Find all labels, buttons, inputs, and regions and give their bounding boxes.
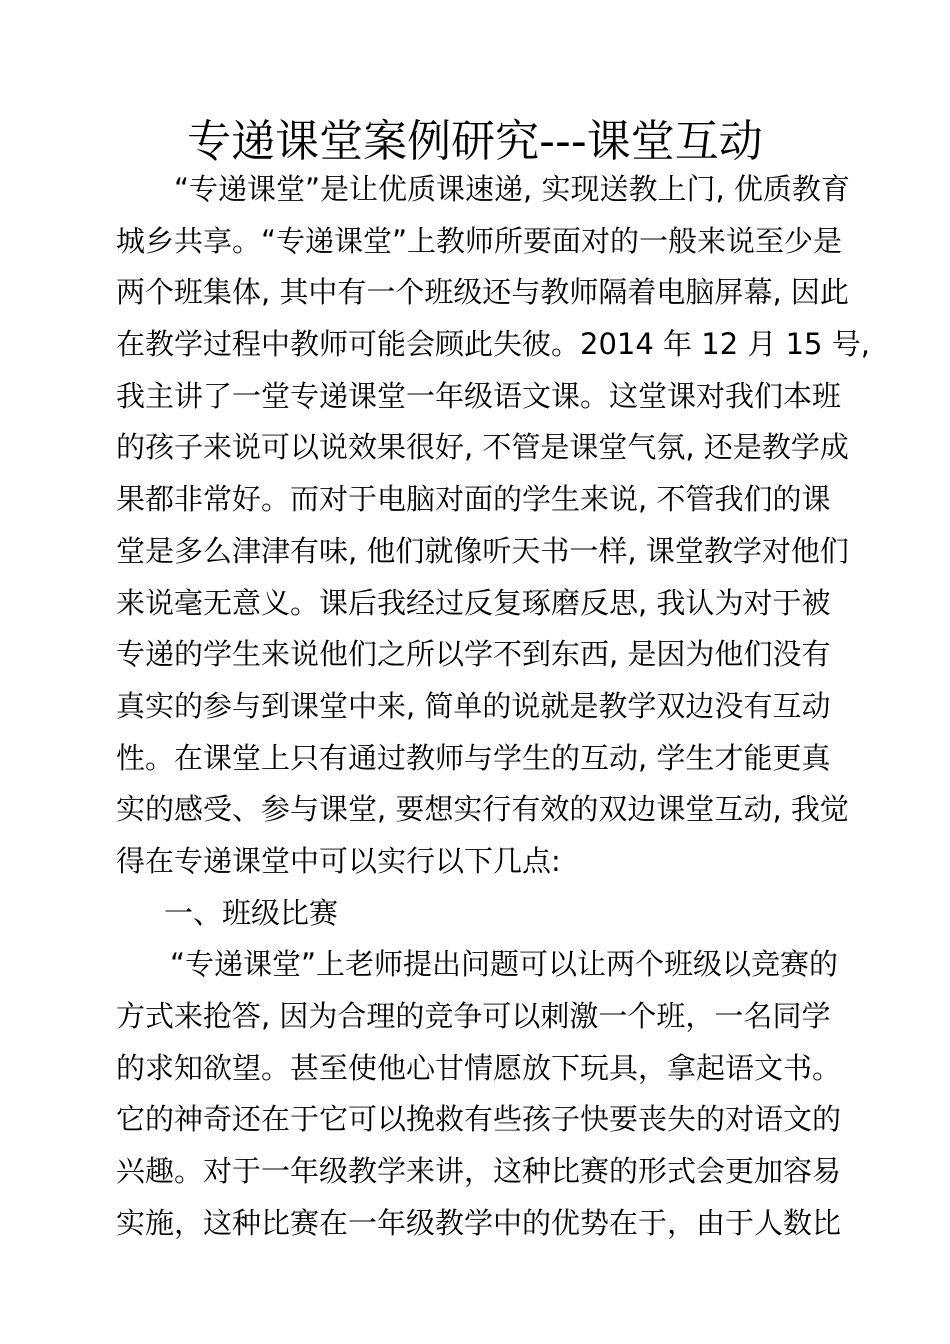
paragraph-line: 专递的学生来说他们之所以学不到东西, 是因为他们没有 bbox=[116, 637, 831, 672]
paragraph-line: 实的感受、参与课堂, 要想实行有效的双边课堂互动, 我觉 bbox=[116, 792, 849, 827]
paragraph-line: 性。在课堂上只有通过教师与学生的互动, 学生才能更真 bbox=[116, 740, 831, 775]
paragraph-line: “专递课堂”上老师提出问题可以让两个班级以竞赛的 bbox=[170, 947, 839, 982]
paragraph-line: 它的神奇还在于它可以挽救有些孩子快要丧失的对语文的 bbox=[116, 1102, 842, 1137]
paragraph-line: 真实的参与到课堂中来, 简单的说就是教学双边没有互动 bbox=[116, 688, 831, 723]
document-body bbox=[116, 164, 870, 1249]
section-heading: 一、班级比赛 bbox=[164, 895, 339, 930]
paragraph-line: 堂是多么津津有味, 他们就像听天书一样, 课堂教学对他们 bbox=[116, 533, 849, 568]
paragraph-line: 的孩子来说可以说效果很好, 不管是课堂气氛, 还是教学成 bbox=[116, 430, 849, 465]
document-title: 专递课堂案例研究---课堂互动 bbox=[187, 116, 763, 167]
paragraph-line: 兴趣。对于一年级教学来讲，这种比赛的形式会更加容易 bbox=[116, 1154, 842, 1189]
paragraph-line: “专递课堂”是让优质课速递, 实现送教上门, 优质教育 bbox=[174, 172, 850, 206]
paragraph-line: 来说毫无意义。课后我经过反复琢磨反思, 我认为对于被 bbox=[116, 585, 831, 620]
paragraph-line: 两个班集体, 其中有一个班级还与教师隔着电脑屏幕, 因此 bbox=[116, 275, 849, 310]
paragraph-line: 的求知欲望。甚至使他心甘情愿放下玩具，拿起语文书。 bbox=[116, 1050, 842, 1085]
paragraph-line: 得在专递课堂中可以实行以下几点: bbox=[116, 843, 561, 878]
paragraph-line: 我主讲了一堂专递课堂一年级语文课。这堂课对我们本班 bbox=[116, 378, 842, 413]
paragraph-line: 果都非常好。而对于电脑对面的学生来说, 不管我们的课 bbox=[116, 482, 831, 517]
paragraph-line: 方式来抢答, 因为合理的竞争可以刺激一个班，一名同学 bbox=[116, 999, 831, 1033]
paragraph-line: 在教学过程中教师可能会顾此失彼。2014 年 12 月 15 号, bbox=[116, 327, 870, 362]
paragraph-line: 城乡共享。“专递课堂”上教师所要面对的一般来说至少是 bbox=[116, 223, 843, 258]
paragraph-line: 实施，这种比赛在一年级教学中的优势在于，由于人数比 bbox=[116, 1205, 842, 1240]
